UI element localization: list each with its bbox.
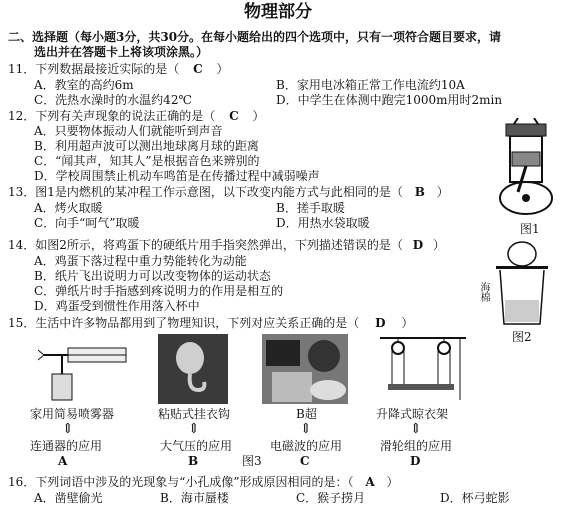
q15-item-d-arrow: ⇕ (410, 421, 422, 437)
q16-option-b: B．海市蜃楼 (160, 491, 229, 505)
q14-option-a: A．鸡蛋下落过程中重力势能转化为动能 (34, 254, 247, 268)
q13-stem (8, 185, 449, 199)
clothes-rack-image (380, 334, 466, 404)
figure2-side-label: 海棉 (478, 282, 489, 302)
q14-option-d: D．鸡蛋受到惯性作用落入杯中 (34, 299, 200, 313)
figure3-label: 图3 (242, 454, 262, 468)
q12-option-a: A．只要物体振动人们就能听到声音 (34, 124, 223, 138)
q13-answer: B (414, 185, 425, 199)
engine-figure (496, 118, 556, 223)
q12-close: ） (252, 109, 265, 123)
q16-option-a: A．凿壁偷光 (34, 491, 103, 505)
q15-item-b-name: 粘贴式挂衣钩 (158, 407, 231, 421)
q13-option-c: C．向手“呵气”取暖 (34, 216, 140, 230)
q16-option-d: D．杯弓蛇影 (440, 491, 510, 505)
q15-item-c-principle: 电磁波的应用 (270, 439, 343, 453)
q15-item-a-letter: A (58, 454, 68, 468)
q12-stem-text: 12．下列有关声现象的说法正确的是（ (8, 109, 216, 123)
q15-item-b-arrow: ⇕ (188, 421, 200, 437)
q15-item-a-arrow: ⇕ (62, 421, 74, 437)
q11-option-b: B．家用电冰箱正常工作电流约10A (276, 78, 465, 92)
q15-item-a-name: 家用简易喷雾器 (30, 407, 115, 421)
q15-close: ） (401, 316, 414, 330)
figure2-label: 图2 (512, 330, 532, 344)
hook-image (158, 334, 228, 404)
q14-option-c: C．弹纸片时手指感到疼说明力的作用是相互的 (34, 284, 284, 298)
q13-option-a: A．烤火取暖 (34, 201, 103, 215)
q15-item-b-letter: B (188, 454, 199, 468)
q16-option-c: C．猴子捞月 (296, 491, 366, 505)
q16-close: ） (386, 475, 399, 489)
q11-option-a: A．教室的高约6m (34, 78, 134, 92)
page-title: 物理部分 (244, 2, 312, 22)
section-heading: 二、选择题（每小题3分，共30分。在每小题给出的四个选项中，只有一项符合题目要求，请 (8, 30, 502, 44)
q15-item-d-name: 升降式晾衣架 (376, 407, 449, 421)
q12-option-c: C．“闻其声，知其人”是根据音色来辨别的 (34, 154, 260, 168)
ultrasound-image (262, 334, 348, 404)
q15-item-a-principle: 连通器的应用 (30, 439, 103, 453)
q12-stem (8, 109, 265, 123)
q16-answer: A (365, 475, 375, 489)
q15-answer: D (375, 316, 386, 330)
q11-close: ） (216, 62, 229, 76)
q14-option-b: B．纸片飞出说明力可以改变物体的运动状态 (34, 269, 271, 283)
q15-item-c-letter: C (300, 454, 310, 468)
q11-option-c: C．洗热水澡时的水温约42℃ (34, 93, 192, 107)
q11-answer: C (193, 62, 203, 76)
q13-option-b: B．搓手取暖 (276, 201, 345, 215)
q15-item-c-name: B超 (296, 407, 317, 421)
q14-answer: D (412, 238, 424, 252)
q15-item-d-letter: D (410, 454, 421, 468)
q13-option-d: D．用热水袋取暖 (276, 216, 370, 230)
q13-stem-text: 13．图1是内燃机的某冲程工作示意图，以下改变内能方式与此相同的是（ (8, 185, 403, 199)
q11-stem (8, 62, 229, 76)
q12-option-b: B．利用超声波可以测出地球离月球的距离 (34, 139, 259, 153)
q12-option-d: D．学校周围禁止机动车鸣笛是在传播过程中减弱噪声 (34, 169, 320, 183)
q11-option-d: D．中学生在体测中跑完1000m用时2min (276, 93, 503, 107)
q15-stem (8, 316, 413, 330)
egg-cup-figure (490, 240, 552, 330)
q15-item-b-principle: 大气压的应用 (160, 439, 233, 453)
figure1-label: 图1 (520, 222, 540, 236)
q14-stem-text: 14．如图2所示，将鸡蛋下的硬纸片用手指突然弹出，下列描述错误的是（ (8, 238, 403, 252)
q15-stem-text: 15．生活中许多物品都用到了物理知识，下列对应关系正确的是（ (8, 316, 360, 330)
q15-item-c-arrow: ⇕ (300, 421, 312, 437)
q15-item-d-principle: 滑轮组的应用 (380, 439, 453, 453)
q12-answer: C (229, 109, 239, 123)
q14-close: ） (432, 238, 445, 252)
q16-stem (8, 475, 399, 489)
q16-stem-text: 16．下列词语中涉及的光现象与“小孔成像”形成原因相同的是：（ (8, 475, 354, 489)
q14-stem (8, 238, 445, 252)
sprayer-image (38, 336, 130, 402)
q11-stem-text: 11．下列数据最接近实际的是（ (8, 62, 180, 76)
section-heading-line2: 选出并在答题卡上将该项涂黑。） (34, 45, 209, 59)
q13-close: ） (436, 185, 449, 199)
